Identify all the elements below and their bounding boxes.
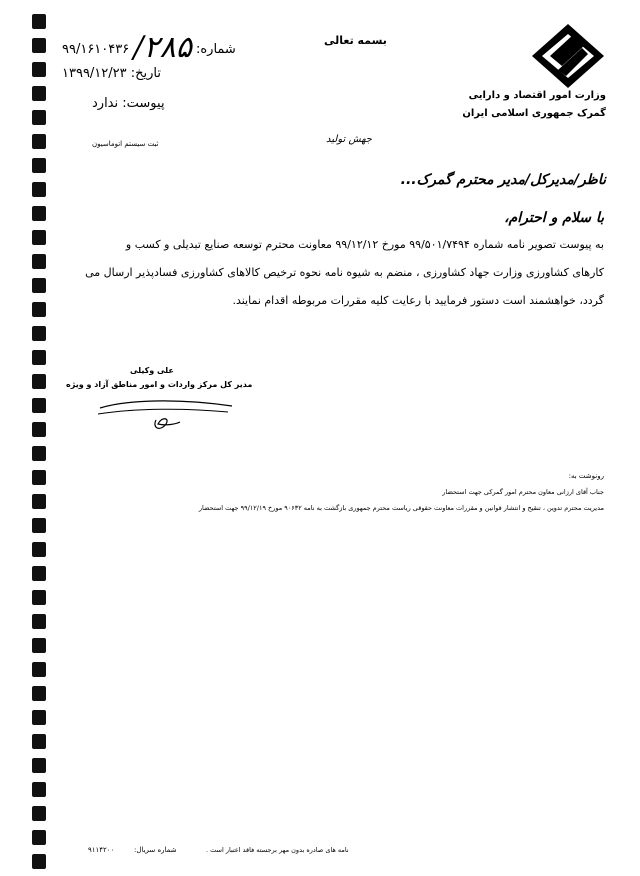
- binder-hole: [32, 422, 46, 437]
- binder-hole: [32, 830, 46, 845]
- binder-hole: [32, 110, 46, 125]
- binder-hole: [32, 374, 46, 389]
- binder-hole: [32, 662, 46, 677]
- ministry-name: وزارت امور اقتصاد و دارایی: [468, 90, 606, 101]
- automation-stamp: ثبت سیستم اتوماسیون: [92, 140, 159, 148]
- body-line: گردد، خواهشمند است دستور فرمایید با رعایت کلیه مقررات مربوطه اقدام نمایند.: [232, 294, 604, 307]
- binder-hole: [32, 302, 46, 317]
- binder-hole: [32, 62, 46, 77]
- binder-hole: [32, 134, 46, 149]
- binder-hole: [32, 734, 46, 749]
- binder-hole: [32, 782, 46, 797]
- number-label: شماره:: [195, 42, 236, 57]
- salutation: ناظر/مدیرکل/مدیر محترم گمرک...: [400, 172, 606, 188]
- binder-hole: [32, 206, 46, 221]
- binder-hole: [32, 350, 46, 365]
- binder-hole: [32, 638, 46, 653]
- customs-name: گمرک جمهوری اسلامی ایران: [462, 108, 606, 119]
- signatory-title: مدیر کل مرکز واردات و امور مناطق آزاد و ویژه: [66, 380, 253, 389]
- binder-hole: [32, 470, 46, 485]
- binder-hole: [32, 326, 46, 341]
- date-label: تاریخ:: [130, 66, 162, 81]
- binder-hole: [32, 806, 46, 821]
- attachment-label: پیوست:: [122, 96, 165, 111]
- customs-logo: [530, 22, 606, 90]
- letter-date: [62, 66, 161, 81]
- cc-line: جناب آقای ارزانی معاون محترم امور گمرکی جهت استحضار: [442, 488, 604, 496]
- cc-line: مدیریت محترم تدوین ، تنقیح و انتشار قوانین و مقررات معاونت حقوقی ریاست محترم جمهوری بازگشت به نامه ۹۰۶۳۲ مورخ ۹۹/۱۲/۱۹ جهت استحضار: [198, 504, 604, 512]
- binder-hole: [32, 38, 46, 53]
- handwritten-number: ۲۸۵/: [133, 30, 192, 65]
- binder-hole: [32, 182, 46, 197]
- footer-note: نامه های صادره بدون مهر برجسته فاقد اعتبار است .: [206, 846, 349, 854]
- binder-hole: [32, 14, 46, 29]
- binder-hole: [32, 710, 46, 725]
- binder-hole: [32, 86, 46, 101]
- date-value: ۱۳۹۹/۱۲/۲۳: [62, 66, 127, 81]
- serial-label: شماره سریال:: [134, 846, 177, 854]
- binder-hole: [32, 278, 46, 293]
- serial-value: ۹۱۱۴۲۰۰: [88, 846, 115, 854]
- binder-hole: [32, 398, 46, 413]
- body-line: کارهای کشاورزی وزارت جهاد کشاورزی ، منضم به شیوه نامه نحوه ترخیص کالاهای کشاورزی فسادپذیر ارسال می: [85, 266, 604, 279]
- binder-hole: [32, 854, 46, 869]
- binder-hole: [32, 686, 46, 701]
- cc-heading: رونوشت به:: [568, 472, 604, 480]
- binder-hole: [32, 758, 46, 773]
- greeting: با سلام و احترام،: [504, 210, 604, 226]
- attachment-value: ندارد: [92, 96, 119, 111]
- letter-number: [62, 30, 236, 65]
- handwritten-note: جهش تولید: [326, 134, 372, 145]
- bismillah-heading: بسمه تعالی: [324, 34, 387, 47]
- binder-hole: [32, 518, 46, 533]
- binder-hole: [32, 254, 46, 269]
- binder-hole: [32, 542, 46, 557]
- binder-hole: [32, 494, 46, 509]
- letter-attachment: [92, 96, 165, 111]
- binder-hole: [32, 614, 46, 629]
- binder-hole: [32, 158, 46, 173]
- binder-hole: [32, 446, 46, 461]
- binder-holes: [32, 10, 48, 870]
- binder-hole: [32, 590, 46, 605]
- binder-hole: [32, 230, 46, 245]
- signatory-name: علی وکیلی: [130, 366, 174, 375]
- signature-scribble: [96, 394, 236, 434]
- binder-hole: [32, 566, 46, 581]
- body-line: به پیوست تصویر نامه شماره ۹۹/۵۰۱/۷۴۹۴ مورخ ۹۹/۱۲/۱۲ معاونت محترم توسعه صنایع تبدیلی و کسب و: [125, 238, 604, 251]
- number-value: ۹۹/۱۶۱۰۴۳۶: [62, 42, 130, 57]
